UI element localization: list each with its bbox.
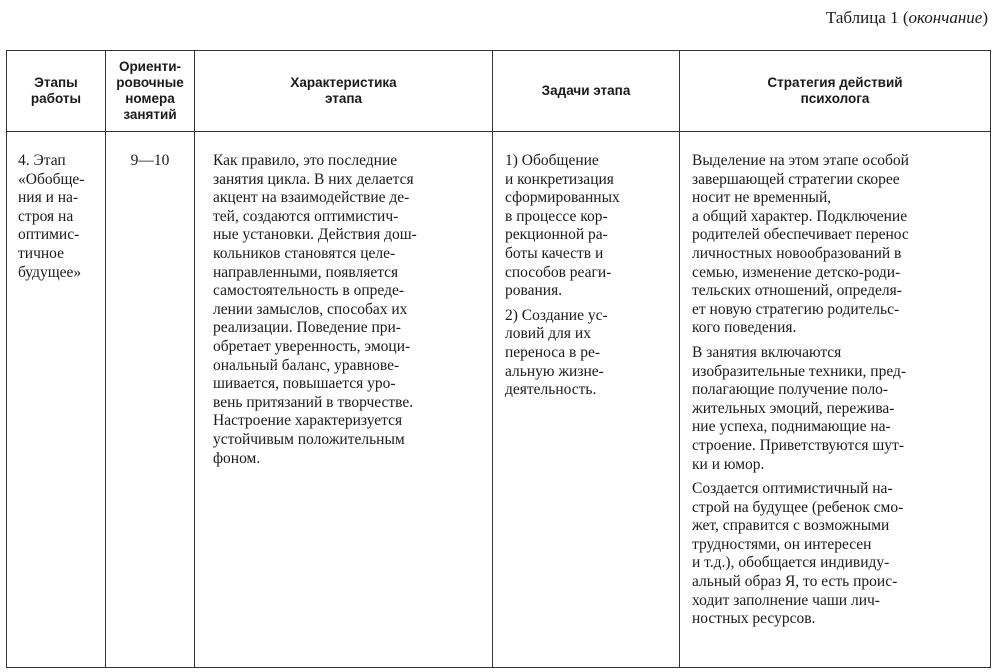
text-line: Стратегия действий [767, 74, 903, 90]
text-line: оптимис- [18, 226, 80, 244]
text-line: Настроение характеризуется [213, 412, 403, 430]
text-line: тичное [18, 244, 64, 262]
text-line: сформированных [505, 189, 620, 207]
text-block [505, 307, 608, 398]
stages-table [6, 50, 991, 668]
task-paragraph [505, 307, 665, 400]
text-line: Как правило, это последние [213, 152, 398, 169]
text-line: работы [30, 91, 82, 106]
text-line: ния и на- [18, 189, 79, 207]
text-line: ональный баланс, уравнове- [213, 356, 400, 374]
text-line: направленными, появляется [213, 263, 399, 281]
text-block [31, 75, 81, 106]
cell-stage [7, 132, 106, 668]
cell-strategy [680, 132, 991, 668]
text-line: переноса в ре- [505, 343, 601, 361]
header-sessions [106, 51, 195, 132]
text-line: Выделение на этом этапе особой [692, 152, 909, 169]
text-block [692, 344, 906, 473]
text-line: занятий [123, 107, 177, 123]
text-line: психолога [800, 91, 870, 106]
text-line: реализации. Поведение при- [213, 319, 401, 337]
text-line: жет, справится с возможными [692, 517, 890, 535]
strategy-paragraph [692, 152, 976, 338]
text-line: а общий характер. Подключение [692, 207, 908, 225]
text-line: в процессе кор- [505, 207, 608, 225]
text-block [116, 59, 184, 123]
text-line: строение. Приветствуются шут- [692, 436, 904, 454]
text-line: боты качеств и [505, 244, 604, 262]
text-block [18, 152, 84, 281]
text-line: ровочные [116, 74, 184, 90]
text-line: жительных эмоций, пережива- [692, 399, 895, 417]
text-line: устойчивым положительным [213, 430, 405, 448]
text-line: рования. [505, 282, 563, 300]
text-line: личностных новообразований в [692, 244, 902, 262]
caption-suffix: ) [982, 8, 988, 27]
text-line: семью, изменение детско-роди- [692, 263, 901, 281]
text-line: завершающей стратегии скорее [692, 170, 900, 188]
text-line: ет новую стратегию родительс- [692, 300, 900, 318]
strategy-paragraph [692, 480, 976, 629]
text-line: тей, создаются оптимистич- [213, 207, 399, 225]
text-line: ходит заполнение чаши лич- [692, 591, 880, 609]
text-line: 4. Этап [18, 152, 66, 169]
text-line: В занятия включаются [692, 343, 842, 361]
text-line: родителей обеспечивает перенос [692, 226, 909, 244]
text-line: кольников становятся целе- [213, 244, 396, 262]
text-line: полагающие получение поло- [692, 381, 889, 399]
cell-sessions: 9—10 [106, 132, 195, 668]
text-line: лении замыслов, способах их [213, 300, 408, 318]
text-line: носит не временный, [692, 189, 832, 207]
text-line: ки и юмор. [692, 455, 765, 473]
text-line: альную жизне- [505, 362, 604, 380]
text-line: трудностями, он интересен [692, 535, 872, 553]
text-line: строй на будущее (ребенок смо- [692, 498, 904, 516]
text-line: будущее» [18, 263, 82, 281]
text-line: самостоятельность в опреде- [213, 282, 405, 300]
text-line: 1) Обобщение [505, 152, 599, 169]
text-line: номера [125, 91, 175, 106]
text-block [213, 152, 417, 467]
caption-prefix: Таблица 1 ( [825, 8, 909, 27]
text-line: этапа [324, 91, 363, 106]
table-caption [826, 8, 988, 28]
text-line: фоном. [213, 449, 261, 467]
text-line: способов реаги- [505, 263, 612, 281]
text-line: ловий для их [505, 325, 591, 343]
text-line: 2) Создание ус- [505, 306, 608, 324]
task-paragraph [505, 152, 665, 301]
cell-characteristic [195, 132, 493, 668]
text-line: изобразительные техники, пред- [692, 362, 907, 380]
text-line: вень притязаний в творчестве. [213, 393, 414, 411]
table-row [7, 132, 991, 668]
text-line: «Обобще- [18, 170, 85, 188]
text-line: Этапы [34, 74, 78, 90]
text-line: деятельность. [505, 381, 597, 399]
text-line: ные установки. Действия дош- [213, 226, 417, 244]
text-line: Задачи этапа [541, 82, 631, 98]
text-line: рекционной ра- [505, 226, 608, 244]
strategy-paragraph [692, 344, 976, 474]
text-block [767, 75, 902, 106]
header-row [7, 51, 991, 132]
text-block [692, 152, 909, 336]
text-line: альный образ Я, то есть проис- [692, 573, 898, 591]
text-block [505, 152, 620, 299]
text-line: тельских отношений, определя- [692, 282, 902, 300]
text-line: ностных ресурсов. [692, 610, 816, 628]
text-line: акцент на взаимодействие де- [213, 189, 410, 207]
caption-italic: окончание [908, 8, 983, 27]
header-strategy [680, 51, 991, 132]
text-line: и конкретизация [505, 170, 614, 188]
text-block [542, 83, 631, 98]
text-line: обретает уверенность, эмоци- [213, 337, 411, 355]
text-line: Характеристика [290, 74, 397, 90]
text-line: строя на [18, 207, 74, 225]
header-characteristic [195, 51, 493, 132]
text-line: занятия цикла. В них делается [213, 170, 414, 188]
cell-tasks [493, 132, 680, 668]
text-line: Ориенти- [118, 58, 182, 74]
header-stage [7, 51, 106, 132]
text-line: ние успеха, поднимающие на- [692, 418, 891, 436]
header-tasks [493, 51, 680, 132]
text-line: Создается оптимистичный на- [692, 480, 893, 498]
text-line: шивается, повышается уро- [213, 375, 396, 393]
text-line: кого поведения. [692, 319, 797, 337]
text-block [290, 75, 396, 106]
text-block [692, 480, 903, 627]
text-line: и т.д.), обобщается индивиду- [692, 554, 890, 572]
